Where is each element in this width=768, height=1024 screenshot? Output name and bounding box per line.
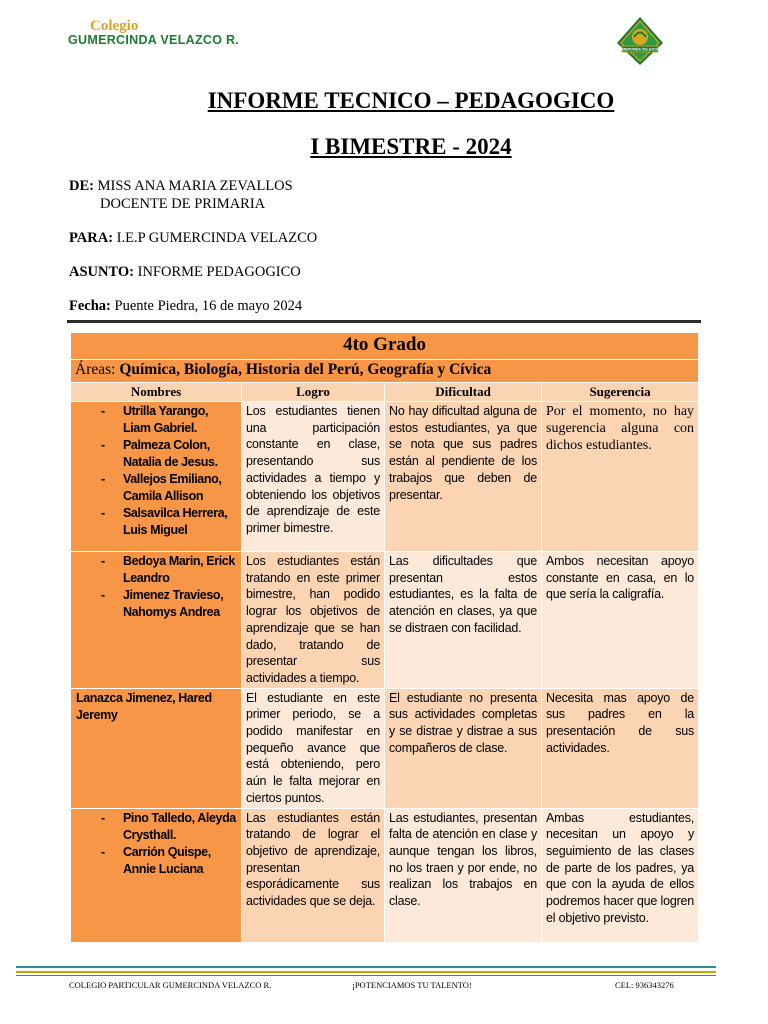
- logro-cell: Las estudiantes están tratando de lograr el objetivo de aprendizaje, presentan esporádicamente sus actividades que se deja.: [242, 808, 385, 942]
- grade-heading: 4to Grado: [71, 333, 699, 360]
- report-subtitle: I BIMESTRE - 2024: [310, 134, 512, 159]
- meta-fecha-label: Fecha:: [69, 298, 111, 314]
- meta-para-label: PARA:: [69, 230, 114, 246]
- meta-asunto-value: INFORME PEDAGOGICO: [137, 264, 301, 280]
- student-name: - Jimenez Travieso, Nahomys Andrea: [75, 587, 237, 621]
- student-name: - Bedoya Marin, Erick Leandro: [75, 553, 237, 587]
- sugerencia-cell: Necesita mas apoyo de sus padres en la presentación de sus actividades.: [542, 688, 699, 808]
- logro-cell: El estudiante en este primer periodo, se a podido manifestar en pequeño avance que está obteniendo, pero aún le falta mejorar en ciertos puntos.: [242, 688, 385, 808]
- names-cell: [71, 688, 242, 808]
- table-row: [71, 402, 699, 552]
- sugerencia-cell: Por el momento, no hay sugerencia alguna con dichos estudiantes.: [542, 402, 699, 552]
- student-name: - Salsavilca Herrera, Luis Miguel: [75, 505, 237, 539]
- sugerencia-cell: Ambas estudiantes, necesitan un apoyo y seguimiento de las clases de parte de los padres, ya que con la ayuda de ellos podremos hacer que logren el objetivo previsto.: [542, 808, 699, 942]
- meta-para-value: I.E.P GUMERCINDA VELAZCO: [116, 230, 318, 246]
- areas-value: Química, Biología, Historia del Perú, Geografía y Cívica: [119, 361, 492, 378]
- names-cell: [71, 552, 242, 689]
- crest-text: GUMERCINDA VELAZCO R.: [616, 47, 664, 52]
- logro-cell: Los estudiantes están tratando en este primer bimestre, han podido lograr los objetivos de aprendizaje que se han dado, tratando de presentar sus actividades a tiempo.: [242, 552, 385, 689]
- report-table: [70, 332, 699, 943]
- dificultad-cell: El estudiante no presenta sus actividades completas y se distrae y distrae a sus compañeros de clase.: [385, 688, 542, 808]
- meta-de-value2: DOCENTE DE PRIMARIA: [100, 196, 266, 212]
- footer-line: [16, 971, 716, 973]
- table-row: [71, 808, 699, 942]
- meta-de: [69, 178, 293, 195]
- brand-top-text: Colegio: [90, 18, 139, 34]
- meta-fecha: [69, 298, 302, 315]
- areas-row: [71, 360, 699, 383]
- meta-para: [69, 230, 317, 247]
- areas-heading: [71, 360, 699, 383]
- student-name: - Carrión Quispe, Annie Luciana: [75, 844, 237, 878]
- col-header-sugerencia: Sugerencia: [542, 383, 699, 402]
- student-name: - Pino Talledo, Aleyda Crysthall.: [75, 810, 237, 844]
- dificultad-cell: Las estudiantes, presentan falta de atención en clase y aunque tengan los libros, no los traen y por ende, no realizan los trabajos en clase.: [385, 808, 542, 942]
- footer-school-name: COLEGIO PARTICULAR GUMERCINDA VELAZCO R.: [69, 980, 272, 990]
- footer-slogan: ¡POTENCIAMOS TU TALENTO!: [352, 980, 472, 990]
- meta-de-value: MISS ANA MARIA ZEVALLOS: [97, 178, 293, 194]
- meta-fecha-value: Puente Piedra, 16 de mayo 2024: [114, 298, 303, 314]
- meta-asunto: [69, 264, 301, 281]
- student-name: - Palmeza Colon, Natalia de Jesus.: [75, 437, 237, 471]
- school-crest-icon: [616, 16, 664, 66]
- names-cell: [71, 808, 242, 942]
- meta-de-label: DE:: [69, 178, 94, 194]
- school-brand: [68, 18, 239, 47]
- footer-line: [16, 966, 716, 968]
- column-header-row: [71, 383, 699, 402]
- report-title: INFORME TECNICO – PEDAGOGICO: [207, 88, 615, 113]
- brand-bottom-text: GUMERCINDA VELAZCO R.: [68, 33, 240, 47]
- dificultad-cell: Las dificultades que presentan estos estudiantes, es la falta de atención en clases, ya que se distraen con facilidad.: [385, 552, 542, 689]
- header-divider: [67, 320, 701, 323]
- grade-row: [71, 333, 699, 360]
- meta-asunto-label: ASUNTO:: [69, 264, 134, 280]
- student-name: - Vallejos Emiliano, Camila Allison: [75, 471, 237, 505]
- table-row: [71, 552, 699, 689]
- student-name: Lanazca Jimenez, Hared Jeremy: [76, 690, 212, 722]
- footer-line: [16, 975, 716, 976]
- areas-label: Áreas:: [75, 361, 116, 378]
- dificultad-cell: No hay dificultad alguna de estos estudiantes, ya que se nota que sus padres están al pendiente de los trabajos que deben de presentar.: [385, 402, 542, 552]
- table-row: [71, 688, 699, 808]
- col-header-nombres: Nombres: [71, 383, 242, 402]
- logro-cell: Los estudiantes tienen una participación constante en clase, presentando sus actividades a tiempo y obteniendo los objetivos de aprendizaje de este primer bimestre.: [242, 402, 385, 552]
- student-name: - Utrilla Yarango, Liam Gabriel.: [75, 403, 237, 437]
- sugerencia-cell: Ambos necesitan apoyo constante en casa, en lo que sería la caligrafía.: [542, 552, 699, 689]
- col-header-dificultad: Dificultad: [385, 383, 542, 402]
- col-header-logro: Logro: [242, 383, 385, 402]
- footer-phone: CEL: 936343276: [615, 980, 674, 990]
- names-cell: [71, 402, 242, 552]
